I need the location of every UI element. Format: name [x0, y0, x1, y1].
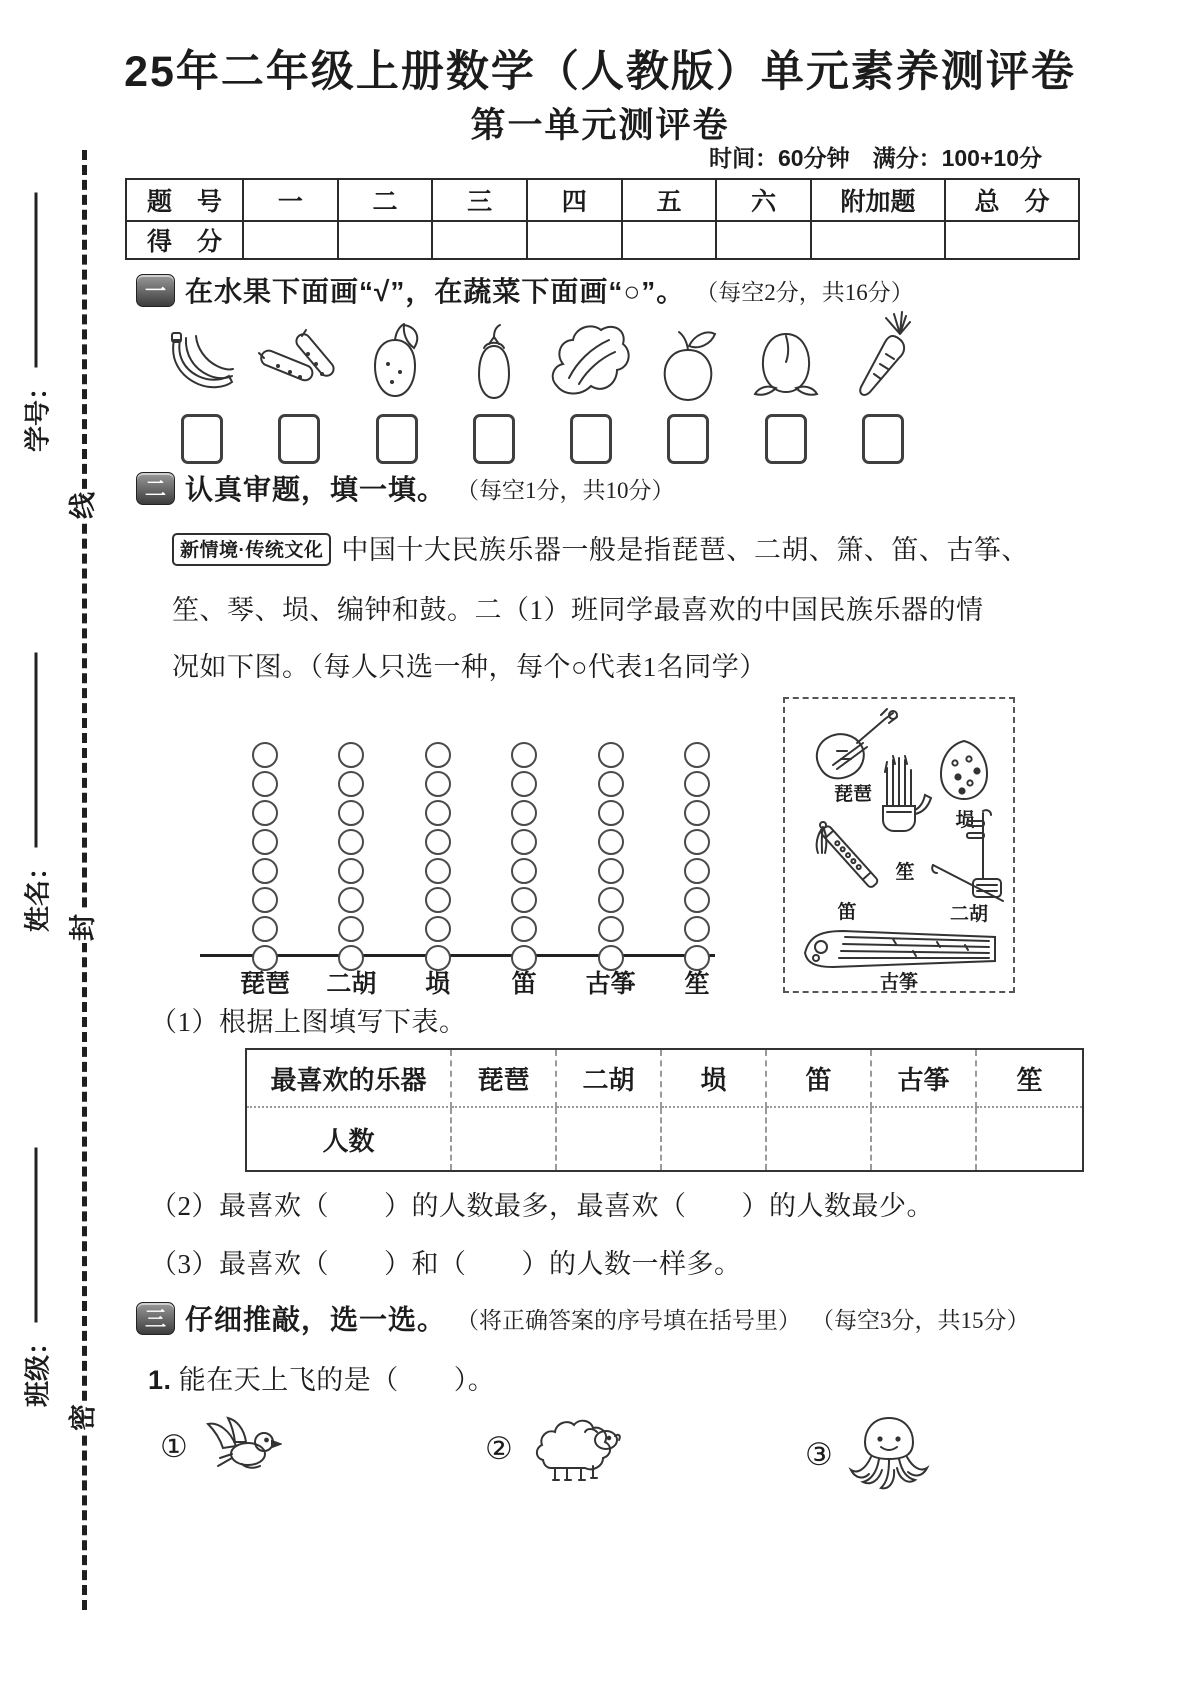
guzheng-icon	[797, 925, 1001, 971]
tally-circle	[252, 916, 278, 942]
fill-table-answer-cell-0[interactable]	[452, 1108, 557, 1170]
q2-paragraph-line1	[172, 528, 1029, 567]
answer-box-peach[interactable]	[765, 414, 807, 464]
page-title: 25年二年级上册数学（人教版）单元素养测评卷	[124, 48, 1076, 96]
tally-circle	[425, 829, 451, 855]
sheng-label: 笙	[895, 862, 915, 883]
tally-circle	[684, 858, 710, 884]
q1-score-note: （每空2分，共16分）	[695, 279, 914, 305]
score-table-header-cell-0: 题 号	[126, 179, 243, 221]
q3-item1-number: 1.	[148, 1365, 172, 1395]
q3-item1-text: 能在天上飞的是（ ）。	[178, 1365, 496, 1395]
fill-table-header-6: 笙	[977, 1050, 1082, 1108]
fill-table-header-3: 埙	[662, 1050, 767, 1108]
score-label-cell: 得 分	[126, 221, 243, 259]
q3-score-note: （每空3分，共15分）	[811, 1307, 1030, 1333]
tally-circle	[684, 829, 710, 855]
option-sheep	[485, 1412, 623, 1486]
di-icon	[805, 809, 893, 905]
q3-heading	[136, 1298, 1030, 1338]
class-label: 班级：	[22, 1329, 53, 1408]
tally-circle	[511, 858, 537, 884]
q2-sub3: （3）最喜欢（ ）和（ ）的人数一样多。	[150, 1249, 742, 1279]
answer-box-pear[interactable]	[376, 414, 418, 464]
chart-column-笙	[684, 742, 710, 974]
carrot-icon	[850, 320, 916, 402]
fill-table-answer-cell-4[interactable]	[872, 1108, 977, 1170]
time-score-meta: 时间：60分钟 满分：100+10分	[709, 145, 1042, 171]
chinese-cabbage-icon	[545, 320, 637, 402]
q2-number-badge: 二	[136, 472, 175, 505]
class-blank-line[interactable]	[35, 1148, 38, 1323]
apple-icon	[653, 320, 723, 402]
fruit-item-chinese-cabbage	[549, 320, 633, 464]
tally-circle	[252, 858, 278, 884]
tally-circle	[338, 858, 364, 884]
answer-box-bananas[interactable]	[181, 414, 223, 464]
q2-sub2: （2）最喜欢（ ）的人数最多，最喜欢（ ）的人数最少。	[150, 1191, 934, 1221]
tally-circle	[684, 771, 710, 797]
tally-circle	[598, 887, 624, 913]
q2-sub1: （1）根据上图填写下表。	[150, 1007, 467, 1037]
q1-number-badge: 一	[136, 274, 175, 307]
chart-column-二胡	[338, 742, 364, 974]
tally-circle	[338, 771, 364, 797]
tally-circle	[338, 916, 364, 942]
option-marker-3: ③	[805, 1437, 833, 1472]
erhu-icon	[925, 807, 1009, 907]
fill-table-answer-cell-5[interactable]	[977, 1108, 1082, 1170]
chart-column-埙	[425, 742, 451, 974]
score-table-header-cell-4: 四	[527, 179, 622, 221]
chart-column-琵琶	[252, 742, 278, 974]
fill-table-answer-cell-3[interactable]	[767, 1108, 872, 1170]
option-marker-2: ②	[485, 1431, 513, 1466]
sheep-icon	[527, 1412, 623, 1486]
chart-label-古筝: 古筝	[585, 971, 636, 998]
tally-circle	[598, 916, 624, 942]
tally-circle	[511, 742, 537, 768]
seal-char-mi: 密	[64, 1402, 103, 1433]
answer-box-eggplant[interactable]	[473, 414, 515, 464]
q2-heading	[136, 468, 675, 508]
tally-circle	[252, 800, 278, 826]
chart-label-笙: 笙	[684, 971, 710, 998]
fruit-item-cucumbers	[257, 320, 341, 464]
name-label: 姓名：	[22, 854, 53, 933]
q2-score-note: （每空1分，共10分）	[456, 477, 675, 503]
q3-instruction-note: （将正确答案的序号填在括号里）	[456, 1307, 802, 1333]
q1-heading	[136, 270, 914, 310]
tally-circle	[598, 858, 624, 884]
name-blank-line[interactable]	[35, 653, 38, 848]
score-table-header-cell-7: 附加题	[811, 179, 945, 221]
seal-dashed-line	[82, 150, 87, 1610]
tally-circle	[511, 771, 537, 797]
fill-table-header-2: 二胡	[557, 1050, 662, 1108]
tally-circle	[598, 800, 624, 826]
tally-circle	[425, 742, 451, 768]
score-empty-cell-0[interactable]	[243, 221, 338, 259]
tally-circle	[511, 829, 537, 855]
seal-char-xian: 线	[64, 490, 103, 521]
erhu-label: 二胡	[949, 904, 988, 925]
score-table-header-cell-2: 二	[338, 179, 433, 221]
score-empty-cell-6[interactable]	[811, 221, 945, 259]
octopus-icon	[847, 1412, 931, 1498]
tally-circle	[511, 887, 537, 913]
chart-label-埙: 埙	[425, 971, 451, 998]
tally-circle	[598, 771, 624, 797]
score-empty-cell-1[interactable]	[338, 221, 433, 259]
score-table-header-cell-3: 三	[432, 179, 527, 221]
eggplant-icon	[465, 320, 523, 402]
fruit-item-carrot	[841, 320, 925, 464]
tally-circle	[252, 887, 278, 913]
fruit-item-bananas	[160, 320, 244, 464]
fruit-item-eggplant	[452, 320, 536, 464]
tally-circle	[598, 829, 624, 855]
score-table-header-cell-5: 五	[622, 179, 717, 221]
tally-circle	[684, 800, 710, 826]
fill-table-answer-cell-1[interactable]	[557, 1108, 662, 1170]
tally-circle	[252, 742, 278, 768]
q2-paragraph-line1-text: 中国十大民族乐器一般是指琵琶、二胡、箫、笛、古筝、	[341, 535, 1029, 565]
fill-table-header-4: 笛	[767, 1050, 872, 1108]
xun-label: 埙	[955, 810, 975, 831]
score-table-header-cell-6: 六	[716, 179, 811, 221]
fill-table-answer-cell-2[interactable]	[662, 1108, 767, 1170]
answer-box-chinese-cabbage[interactable]	[570, 414, 612, 464]
tally-circle	[684, 916, 710, 942]
option-octopus	[805, 1412, 931, 1498]
chart-column-笛	[511, 742, 537, 974]
pear-icon	[362, 320, 432, 402]
tally-circle	[511, 800, 537, 826]
option-bird	[160, 1412, 282, 1482]
score-empty-cell-5[interactable]	[716, 221, 811, 259]
q3-number-badge: 三	[136, 1302, 175, 1335]
tally-circle	[511, 916, 537, 942]
q2-fill-table	[245, 1048, 1084, 1172]
page-subtitle: 第一单元测评卷	[470, 106, 730, 145]
q2-title: 认真审题，填一填。	[185, 474, 447, 505]
q1-title: 在水果下面画“√”，在蔬菜下面画“○”。	[185, 276, 686, 307]
bananas-icon	[160, 320, 244, 402]
fruit-item-apple	[646, 320, 730, 464]
tally-circle	[598, 742, 624, 768]
score-table-score-row	[126, 221, 1079, 259]
instruments-panel	[783, 697, 1015, 993]
pipa-label: 琵琶	[833, 784, 872, 805]
option-marker-1: ①	[160, 1429, 188, 1464]
fill-table-header-5: 古筝	[872, 1050, 977, 1108]
q1-fruit-vegetable-row	[160, 320, 925, 464]
q3-item1-options-row	[160, 1412, 1020, 1512]
score-empty-cell-7[interactable]	[945, 221, 1079, 259]
q3-title: 仔细推敲，选一选。	[185, 1304, 447, 1335]
tally-circle	[252, 829, 278, 855]
peach-icon	[750, 320, 822, 402]
q3-item1	[148, 1358, 495, 1397]
di-label: 笛	[837, 902, 857, 923]
tally-circle	[425, 771, 451, 797]
tally-circle	[338, 742, 364, 768]
answer-box-carrot[interactable]	[862, 414, 904, 464]
fill-table-row2-label: 人数	[247, 1108, 452, 1170]
score-table-header-row	[126, 179, 1079, 221]
q2-paragraph-line3: 况如下图。（每人只选一种，每个○代表1名同学）	[172, 652, 767, 682]
bird-icon	[202, 1412, 282, 1482]
instrument-pictograph	[200, 742, 720, 1002]
fruit-item-pear	[355, 320, 439, 464]
xun-icon	[933, 737, 995, 803]
context-tag: 新情境·传统文化	[172, 533, 331, 566]
score-empty-cell-2[interactable]	[432, 221, 527, 259]
student-no-label: 学号：	[22, 374, 53, 453]
tally-circle	[425, 858, 451, 884]
tally-circle	[684, 742, 710, 768]
score-table-header-cell-1: 一	[243, 179, 338, 221]
fill-table-header-1: 琵琶	[452, 1050, 557, 1108]
score-table	[125, 178, 1080, 260]
chart-label-琵琶: 琵琶	[239, 971, 290, 998]
fruit-item-peach	[744, 320, 828, 464]
score-table-header-cell-8: 总 分	[945, 179, 1079, 221]
tally-circle	[338, 800, 364, 826]
name-field-wrap	[0, 774, 186, 933]
guzheng-label: 古筝	[879, 972, 918, 993]
chart-column-古筝	[598, 742, 624, 974]
answer-box-apple[interactable]	[667, 414, 709, 464]
tally-circle	[252, 771, 278, 797]
fill-table-header-0: 最喜欢的乐器	[247, 1050, 452, 1108]
cucumbers-icon	[256, 320, 342, 402]
score-empty-cell-3[interactable]	[527, 221, 622, 259]
tally-circle	[425, 887, 451, 913]
score-empty-cell-4[interactable]	[622, 221, 717, 259]
tally-circle	[338, 887, 364, 913]
chart-label-二胡: 二胡	[326, 971, 377, 998]
answer-box-cucumbers[interactable]	[278, 414, 320, 464]
tally-circle	[425, 916, 451, 942]
q2-paragraph-line2: 笙、琴、埙、编钟和鼓。二（1）班同学最喜欢的中国民族乐器的情	[172, 595, 984, 625]
tally-circle	[684, 887, 710, 913]
chart-label-笛: 笛	[511, 971, 537, 998]
tally-circle	[338, 829, 364, 855]
tally-circle	[425, 800, 451, 826]
student-no-blank-line[interactable]	[35, 193, 38, 368]
seal-char-feng: 封	[64, 912, 103, 943]
